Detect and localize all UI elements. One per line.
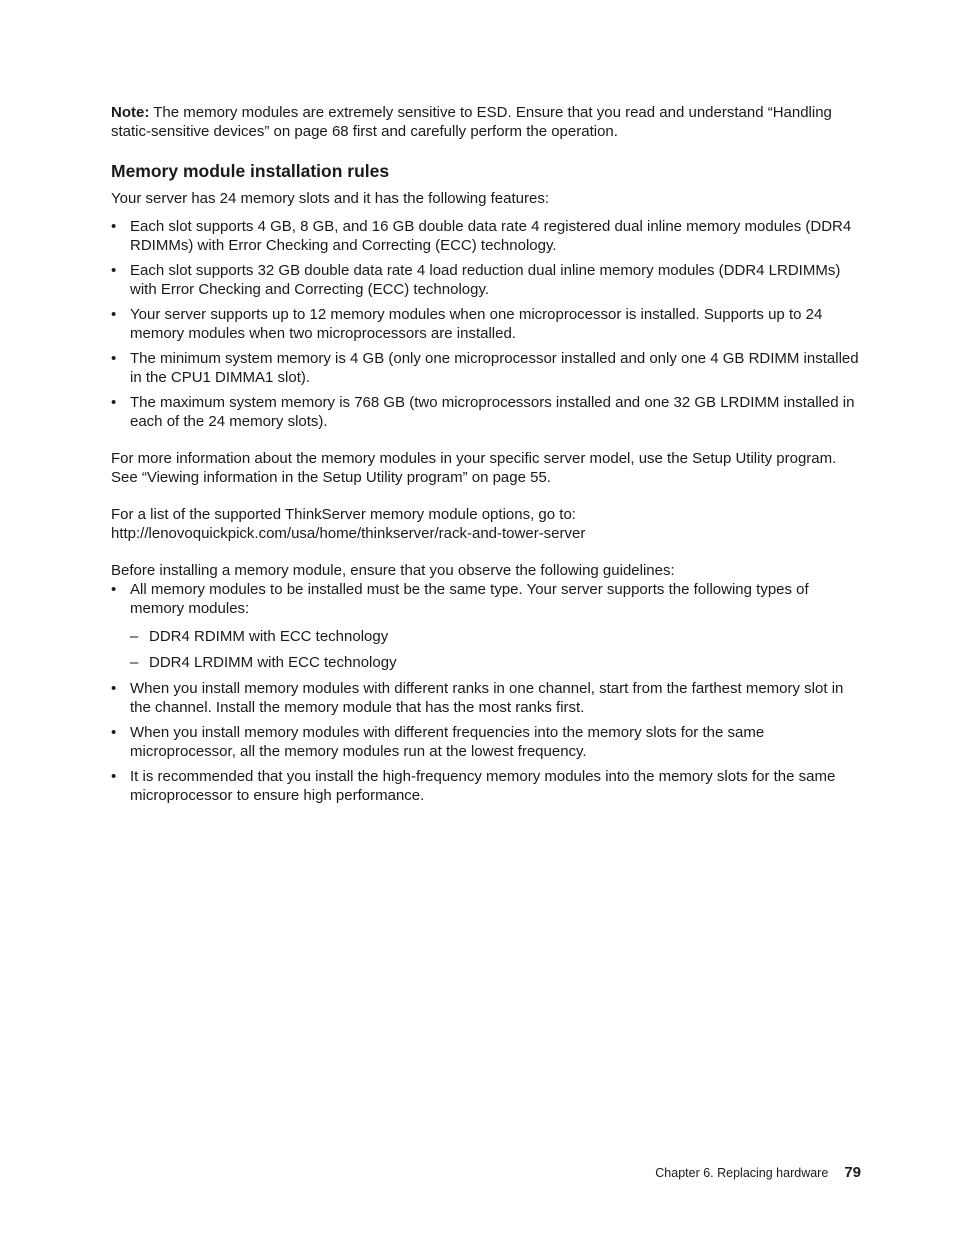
list-item [111,261,863,299]
options-paragraph [111,505,863,543]
note-paragraph [111,103,863,141]
list-item [111,305,863,343]
dash-marker: – [130,654,139,671]
page-content [111,103,863,811]
guidelines-intro: Before installing a memory module, ensure that you observe the following guidelines: [111,562,675,579]
bullet-marker: • [111,306,117,323]
bullet-marker: • [111,262,117,279]
feature-text: Each slot supports 4 GB, 8 GB, and 16 GB double data rate 4 registered dual inline memory modules (DDR4 RDIMMs) with Error Checking and Correcting (ECC) technology. [130,218,852,254]
memory-type-text: DDR4 RDIMM with ECC technology [149,628,389,645]
list-item [111,217,863,255]
feature-text: The minimum system memory is 4 GB (only one microprocessor installed and only one 4 GB RDIMM installed in the CPU1 DIMMA1 slot). [130,350,859,386]
list-item [111,393,863,431]
note-text: The memory modules are extremely sensitive to ESD. Ensure that you read and understand “Handling static-sensitive devices” on page 68 first and carefully perform the operation. [111,104,832,140]
memory-type-text: DDR4 LRDIMM with ECC technology [149,654,397,671]
list-item [111,349,863,387]
list-item [130,627,863,646]
feature-text: Your server supports up to 12 memory modules when one microprocessor is installed. Supports up to 24 memory modules when two microprocessors are installed. [130,306,823,342]
note-label: Note: [111,104,150,121]
options-text: For a list of the supported ThinkServer memory module options, go to: [111,506,576,523]
page-footer [655,1163,861,1183]
bullet-marker: • [111,768,117,785]
memory-types-list [130,627,863,672]
bullet-marker: • [111,581,117,598]
guideline-text: When you install memory modules with different frequencies into the memory slots for the same microprocessor, all the memory modules run at the lowest frequency. [130,724,765,760]
list-item [111,767,863,805]
list-item [111,679,863,717]
features-intro: Your server has 24 memory slots and it has the following features: [111,190,550,207]
options-url-link[interactable]: http://lenovoquickpick.com/usa/home/thinkserver/rack-and-tower-server [111,525,586,542]
chapter-label: Chapter 6. Replacing hardware [655,1166,829,1180]
feature-text: The maximum system memory is 768 GB (two microprocessors installed and one 32 GB LRDIMM installed in each of the 24 memory slots). [130,394,855,430]
guidelines-list [111,580,863,805]
feature-text: Each slot supports 32 GB double data rate 4 load reduction dual inline memory modules (DDR4 LRDIMMs) with Error Checking and Correcting (ECC) technology. [130,262,841,298]
bullet-marker: • [111,394,117,411]
section-title: Memory module installation rules [111,161,390,181]
guideline-text: It is recommended that you install the high-frequency memory modules into the memory slots for the same microprocessor to ensure high performance. [130,768,836,804]
features-list [111,217,863,431]
bullet-marker: • [111,680,117,697]
bullet-marker: • [111,218,117,235]
list-item [130,653,863,672]
bullet-marker: • [111,350,117,367]
dash-marker: – [130,628,139,645]
guideline-text: When you install memory modules with different ranks in one channel, start from the farthest memory slot in the channel. Install the memory module that has the most ranks first. [130,680,844,716]
more-info-paragraph: For more information about the memory modules in your specific server model, use the Setup Utility program. See “Viewing information in the Setup Utility program” on page 55. [111,450,837,486]
list-item [111,580,863,672]
page-number: 79 [844,1164,861,1181]
guideline-text: All memory modules to be installed must be the same type. Your server supports the following types of memory modules: [130,581,809,617]
list-item [111,723,863,761]
bullet-marker: • [111,724,117,741]
